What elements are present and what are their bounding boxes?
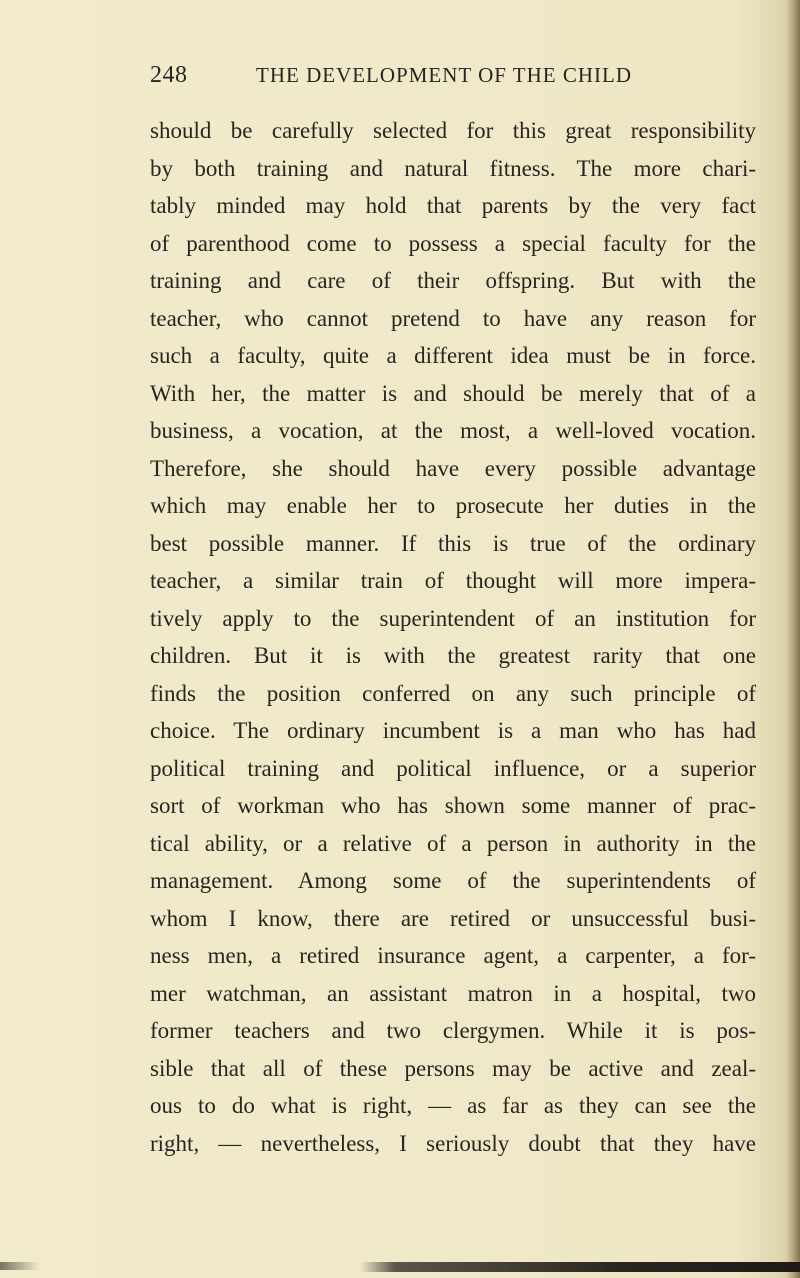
text-line: political training and political influence, or a superior	[150, 755, 756, 781]
text-line: choice. The ordinary incumbent is a man who has had	[150, 718, 756, 743]
text-line: children. But it is with the greatest rarity that one	[150, 643, 756, 668]
text-line: by both training and natural fitness. The more chari-	[150, 155, 756, 181]
page-edge-shadow	[786, 0, 800, 1278]
text-line: which may enable her to prosecute her duties in the	[150, 493, 756, 518]
text-line: whom I know, there are retired or unsuccessful busi-	[150, 905, 756, 931]
text-line: ous to do what is right, — as far as they can see the	[150, 1093, 756, 1118]
text-line: training and care of their offspring. But with the	[150, 268, 756, 293]
scan-edge-mark	[0, 1262, 40, 1270]
text-line: former teachers and two clergymen. While it is pos-	[150, 1018, 756, 1043]
text-line: With her, the matter is and should be merely that of a	[150, 380, 756, 406]
text-line: teacher, a similar train of thought will more impera-	[150, 568, 756, 593]
page-header	[150, 62, 750, 92]
text-line: mer watchman, an assistant matron in a hospital, two	[150, 980, 756, 1006]
body-text	[150, 112, 756, 1162]
running-head: THE DEVELOPMENT OF THE CHILD	[256, 63, 633, 87]
text-line: teacher, who cannot pretend to have any reason for	[150, 305, 756, 331]
text-line: tively apply to the superintendent of an institution for	[150, 605, 756, 631]
text-line: Therefore, she should have every possible advantage	[150, 455, 756, 481]
text-line: tably minded may hold that parents by the very fact	[150, 193, 756, 218]
text-line: such a faculty, quite a different idea must be in force.	[150, 343, 756, 368]
text-line: business, a vocation, at the most, a well-loved vocation.	[150, 418, 756, 443]
text-line: finds the position conferred on any such principle of	[150, 680, 756, 706]
text-line: sort of workman who has shown some manner of prac-	[150, 793, 756, 818]
text-line: right, — nevertheless, I seriously doubt that they have	[150, 1130, 756, 1156]
text-line: sible that all of these persons may be active and zeal-	[150, 1055, 756, 1081]
text-line: of parenthood come to possess a special faculty for the	[150, 230, 756, 256]
text-line: management. Among some of the superintendents of	[150, 868, 756, 893]
text-line: tical ability, or a relative of a person in authority in the	[150, 830, 756, 856]
text-line: ness men, a retired insurance agent, a carpenter, a for-	[150, 943, 756, 968]
text-line: best possible manner. If this is true of the ordinary	[150, 530, 756, 556]
scan-edge-band	[360, 1262, 800, 1272]
page-number: 248	[150, 62, 188, 88]
text-line: should be carefully selected for this great responsibility	[150, 118, 756, 143]
